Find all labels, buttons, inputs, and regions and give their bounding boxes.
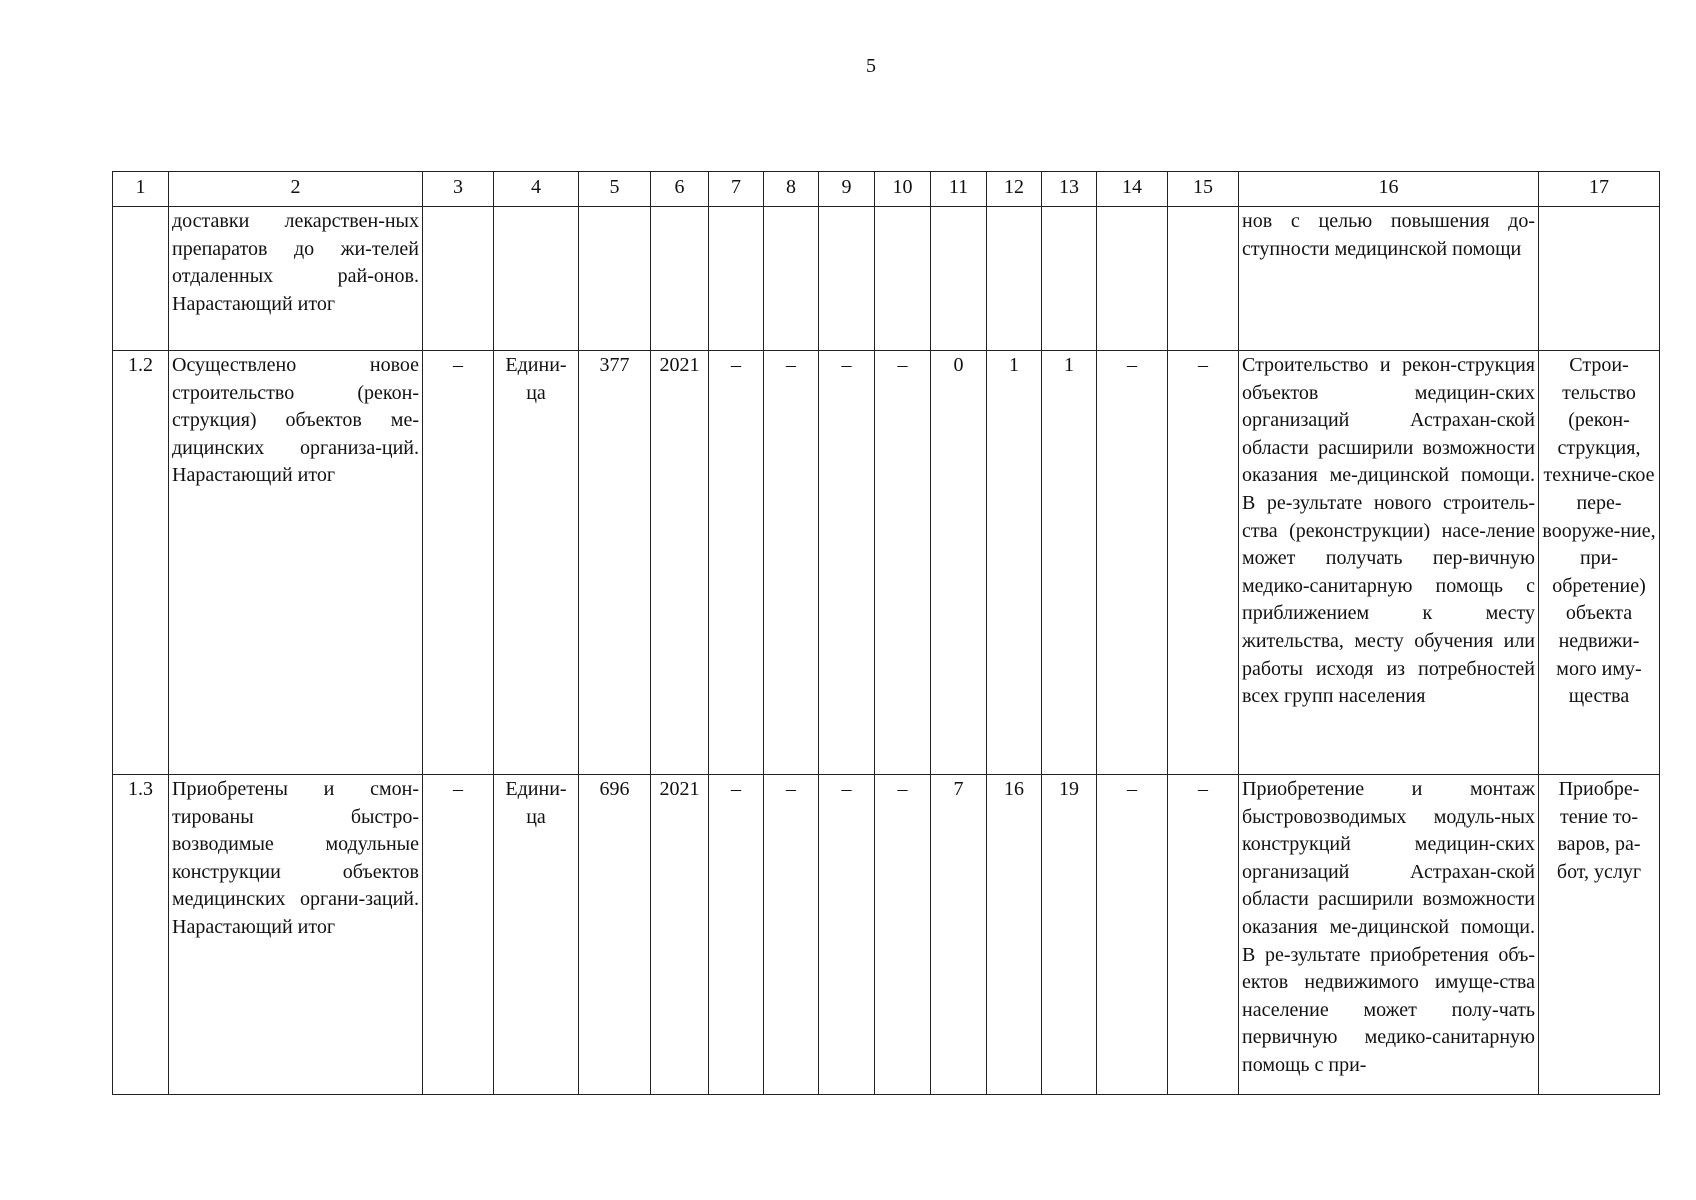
unit-cell: Едини-ца — [494, 775, 579, 1095]
table-cell: – — [1168, 775, 1239, 1095]
column-header: 12 — [987, 172, 1042, 207]
table-cell: 7 — [931, 775, 987, 1095]
page-number: 5 — [866, 55, 876, 77]
table-cell: 0 — [931, 351, 987, 775]
column-header: 3 — [423, 172, 494, 207]
table-cell — [875, 207, 931, 351]
table-cell — [709, 207, 764, 351]
table-cell — [1168, 207, 1239, 351]
column-header: 16 — [1239, 172, 1539, 207]
unit-cell — [494, 207, 579, 351]
indicator-name-cell: Осуществлено новое строительство (рекон-струкция) объектов ме-дицинских организа-ций. Нарастающий итог — [169, 351, 423, 775]
column-header: 2 — [169, 172, 423, 207]
table-cell: – — [1168, 351, 1239, 775]
table-cell: 16 — [987, 775, 1042, 1095]
table-cell: – — [764, 775, 819, 1095]
column-header: 9 — [819, 172, 875, 207]
table-cell: 1 — [1042, 351, 1097, 775]
activity-type-cell — [1539, 207, 1660, 351]
row-number-cell: 1.2 — [113, 351, 169, 775]
table-cell — [579, 207, 651, 351]
activity-type-cell: Строи-тельство (рекон-струкция, техниче-ское пере-вооруже-ние, при-обретение) объекта недвижи-мого иму-щества — [1539, 351, 1660, 775]
table-cell: – — [819, 351, 875, 775]
column-header: 10 — [875, 172, 931, 207]
table-row — [113, 775, 1660, 1095]
table-cell: 19 — [1042, 775, 1097, 1095]
column-header: 11 — [931, 172, 987, 207]
column-header: 8 — [764, 172, 819, 207]
indicator-name-cell: Приобретены и смон-тированы быстро-возводимые модульные конструкции объектов медицинских органи-заций. Нарастающий итог — [169, 775, 423, 1095]
column-header: 17 — [1539, 172, 1660, 207]
column-header: 4 — [494, 172, 579, 207]
table-cell: – — [423, 351, 494, 775]
description-cell: нов с целью повышения до-ступности медицинской помощи — [1239, 207, 1539, 351]
base-value-cell: 696 — [579, 775, 651, 1095]
table-cell: – — [819, 775, 875, 1095]
description-cell: Приобретение и монтаж быстровозводимых модуль-ных конструкций медицин-ских организаций Астрахан-ской области расширили возможности оказания ме-дицинской помощи. В ре-зультате приобретения объ-ектов недвижимого имуще-ства население может полу-чать первичную медико-санитарную помощь с при- — [1239, 775, 1539, 1095]
table-cell: – — [1097, 351, 1168, 775]
indicator-name-cell: доставки лекарствен-ных препаратов до жи-телей отдаленных рай-онов. Нарастающий итог — [169, 207, 423, 351]
table-cell — [819, 207, 875, 351]
table-cell: – — [875, 775, 931, 1095]
table-row — [113, 351, 1660, 775]
table-cell — [987, 207, 1042, 351]
table-cell — [764, 207, 819, 351]
column-header: 15 — [1168, 172, 1239, 207]
table-cell: 1 — [987, 351, 1042, 775]
table-cell: – — [1097, 775, 1168, 1095]
table-cell — [423, 207, 494, 351]
row-number-cell: 1.3 — [113, 775, 169, 1095]
row-number-cell — [113, 207, 169, 351]
column-header: 7 — [709, 172, 764, 207]
table-cell: – — [423, 775, 494, 1095]
table-row — [113, 207, 1660, 351]
table-cell: – — [709, 351, 764, 775]
activity-type-cell: Приобре-тение то-варов, ра-бот, услуг — [1539, 775, 1660, 1095]
table-cell — [1097, 207, 1168, 351]
column-header: 14 — [1097, 172, 1168, 207]
table-cell — [651, 207, 709, 351]
column-header: 6 — [651, 172, 709, 207]
table-cell — [1042, 207, 1097, 351]
base-year-cell: 2021 — [651, 775, 709, 1095]
table-cell: – — [764, 351, 819, 775]
column-header: 5 — [579, 172, 651, 207]
base-value-cell: 377 — [579, 351, 651, 775]
column-header: 1 — [113, 172, 169, 207]
table-cell: – — [709, 775, 764, 1095]
table-header-row — [113, 172, 1660, 207]
column-header: 13 — [1042, 172, 1097, 207]
description-cell: Строительство и рекон-струкция объектов медицин-ских организаций Астрахан-ской области расширили возможности оказания ме-дицинской помощи. В ре-зультате нового строитель-ства (реконструкции) насе-ление может получать пер-вичную медико-санитарную помощь с приближением к месту жительства, месту обучения или работы исходя из потребностей всех групп населения — [1239, 351, 1539, 775]
table-cell — [931, 207, 987, 351]
unit-cell: Едини-ца — [494, 351, 579, 775]
base-year-cell: 2021 — [651, 351, 709, 775]
indicators-table — [112, 171, 1660, 1095]
table-cell: – — [875, 351, 931, 775]
